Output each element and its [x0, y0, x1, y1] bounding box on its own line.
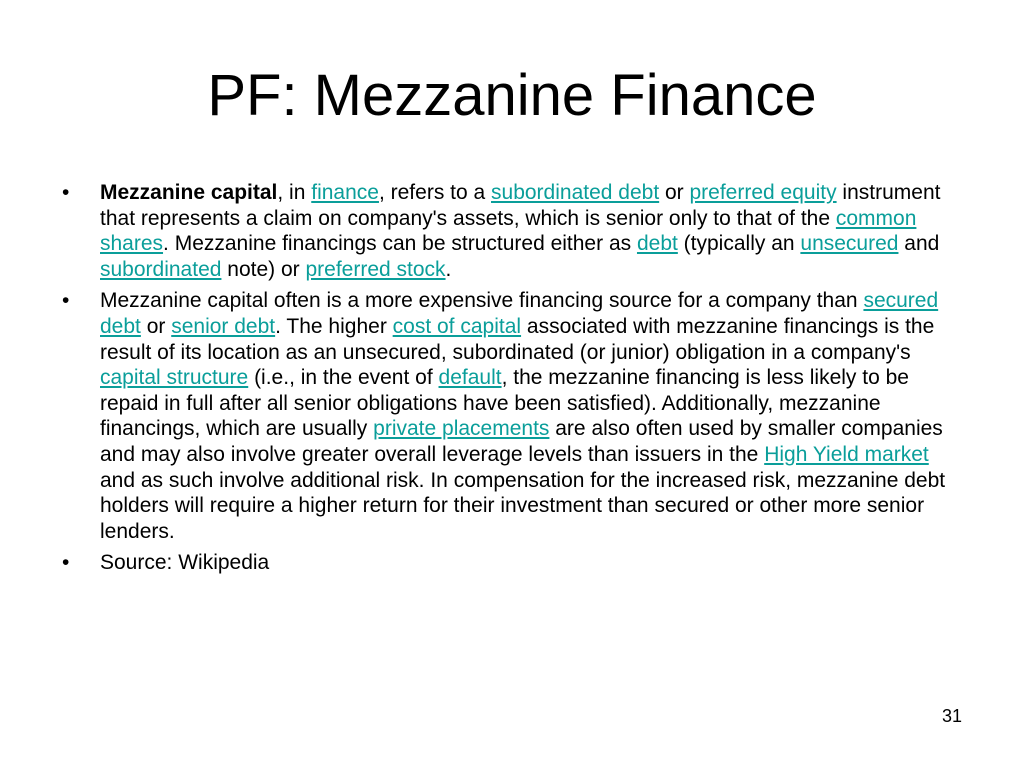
bullet-list	[62, 180, 962, 582]
text-run: associated with mezzanine financings is the result of its location as an unsecured, subordinated (or junior) obligation in a company's	[100, 314, 935, 364]
hyperlink[interactable]: preferred stock	[305, 257, 446, 281]
text-run: and as such involve additional risk. In compensation for the increased risk, mezzanine debt holders will require a higher return for their investment than secured or other more senior lenders.	[100, 468, 946, 543]
hyperlink[interactable]: debt	[636, 232, 678, 256]
text-run: (i.e., in the event of	[248, 366, 439, 390]
hyperlink[interactable]: private placements	[373, 417, 550, 441]
hyperlink[interactable]: senior debt	[171, 314, 276, 338]
hyperlink[interactable]: common shares	[100, 206, 917, 256]
text-run: , in	[277, 181, 312, 204]
bullet-text	[100, 551, 269, 574]
text-run: or	[659, 181, 690, 204]
slide-number: 31	[941, 706, 962, 726]
text-run: , refers to a	[378, 181, 492, 204]
bullet-marker: •	[62, 289, 70, 313]
hyperlink[interactable]: unsecured	[800, 232, 899, 256]
bold-term: Mezzanine capital	[100, 181, 278, 204]
text-run: note) or	[221, 257, 306, 281]
bullet-text	[100, 289, 945, 542]
text-run: or	[140, 314, 172, 338]
bullet-marker: •	[62, 551, 70, 575]
bullet-item	[62, 288, 962, 544]
text-run: are also often used by smaller companies and may also involve greater overall leverage levels than issuers in the	[100, 417, 943, 466]
slide-title: PF: Mezzanine Finance	[207, 63, 817, 128]
text-run: Mezzanine capital often is a more expensive financing source for a company than	[100, 289, 864, 313]
bullet-marker: •	[62, 181, 70, 204]
hyperlink[interactable]: cost of capital	[392, 314, 522, 338]
hyperlink[interactable]: preferred equity	[689, 181, 837, 204]
text-run: and	[898, 232, 940, 256]
hyperlink[interactable]: default	[438, 366, 502, 390]
text-run: . The higher	[275, 314, 393, 338]
text-run: (typically an	[677, 232, 801, 256]
hyperlink[interactable]: subordinated debt	[491, 181, 660, 204]
bullet-item	[62, 550, 962, 576]
hyperlink[interactable]: finance	[311, 181, 379, 204]
hyperlink[interactable]: capital structure	[100, 366, 249, 390]
bullet-item	[62, 180, 962, 282]
text-run: , the mezzanine financing is less likely to be repaid in full after all senior obligations have been satisfied). Additionally, mezzanine financings, which are usually	[100, 366, 909, 441]
text-run: Source: Wikipedia	[100, 551, 270, 575]
bullet-text	[100, 181, 940, 281]
hyperlink[interactable]: High Yield market	[764, 442, 929, 466]
text-run: . Mezzanine financings can be structured either as	[163, 232, 637, 256]
text-run: instrument that represents a claim on company's assets, which is senior only to that of the	[100, 181, 941, 230]
hyperlink[interactable]: subordinated	[100, 257, 222, 281]
text-run: .	[445, 257, 452, 281]
hyperlink[interactable]: secured debt	[100, 289, 939, 338]
